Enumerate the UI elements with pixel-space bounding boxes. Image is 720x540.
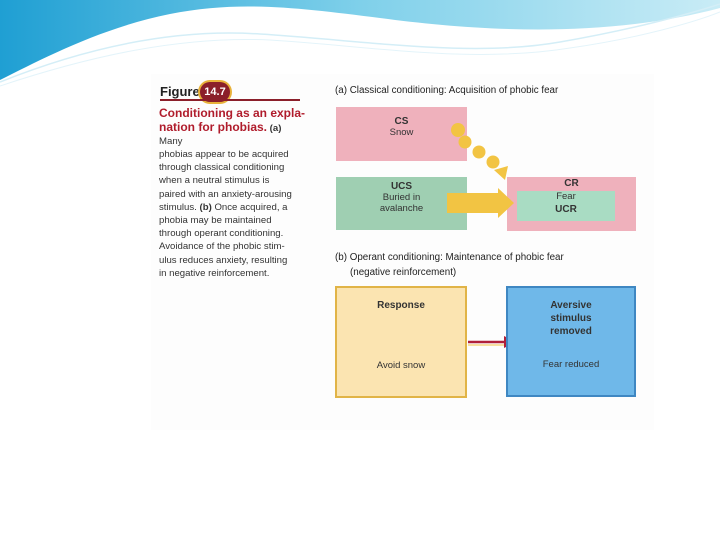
cs-box bbox=[336, 107, 467, 161]
caption-text: Once acquired, a bbox=[214, 201, 288, 213]
response-label: Response bbox=[377, 300, 425, 311]
figure-number-badge: 14.7 bbox=[200, 82, 230, 102]
caption-line1 bbox=[159, 121, 305, 148]
cr-box bbox=[507, 177, 636, 231]
ucs-text-line2: avalanche bbox=[379, 203, 424, 214]
aversive-box bbox=[506, 286, 636, 397]
figure-header-rule bbox=[160, 99, 300, 101]
caption-title-line2: nation for phobias. bbox=[159, 119, 267, 134]
caption-line3: through classical conditioning bbox=[159, 162, 285, 174]
aversive-label-line2: stimulus bbox=[550, 313, 592, 324]
caption-title-line1: Conditioning as an expla- bbox=[159, 106, 306, 120]
figure-word: Figure bbox=[160, 84, 200, 99]
figure-caption bbox=[159, 107, 305, 280]
caption-b-label: (b) bbox=[199, 201, 212, 213]
ucr-inner-box bbox=[517, 191, 615, 221]
caption-line10: ulus reduces anxiety, resulting bbox=[159, 254, 288, 266]
cr-label: CR bbox=[564, 178, 579, 189]
cs-label: CS bbox=[394, 116, 409, 127]
caption-line2: phobias appear to be acquired bbox=[159, 148, 289, 160]
response-box bbox=[335, 286, 467, 398]
caption-line9: Avoidance of the phobic stim- bbox=[159, 241, 285, 253]
caption-line8: through operant conditioning. bbox=[159, 228, 284, 240]
caption-line5: paired with an anxiety-arousing bbox=[159, 188, 292, 200]
caption-a-label: (a) bbox=[269, 122, 282, 134]
ucs-box bbox=[336, 177, 467, 230]
ucs-label: UCS bbox=[390, 181, 413, 192]
caption-line6 bbox=[159, 201, 305, 214]
section-b-title-line2: (negative reinforcement) bbox=[350, 267, 457, 278]
caption-text: Many bbox=[159, 135, 183, 147]
caption-line4: when a neutral stimulus is bbox=[159, 175, 270, 187]
fear-text: Fear bbox=[556, 191, 576, 202]
aversive-label-line1: Aversive bbox=[550, 300, 592, 311]
caption-line7: phobia may be maintained bbox=[159, 214, 272, 226]
aversive-text: Fear reduced bbox=[542, 359, 600, 370]
aversive-label-line3: removed bbox=[550, 326, 592, 337]
section-b-title-line1: (b) Operant conditioning: Maintenance of phobic fear bbox=[335, 252, 564, 263]
response-text: Avoid snow bbox=[376, 360, 426, 371]
ucs-text-line1: Buried in bbox=[382, 192, 421, 203]
section-a-title: (a) Classical conditioning: Acquisition of phobic fear bbox=[335, 85, 559, 96]
cs-text: Snow bbox=[389, 127, 414, 138]
caption-text: stimulus. bbox=[159, 201, 197, 213]
ucr-label: UCR bbox=[555, 204, 577, 215]
caption-line11: in negative reinforcement. bbox=[159, 267, 270, 279]
